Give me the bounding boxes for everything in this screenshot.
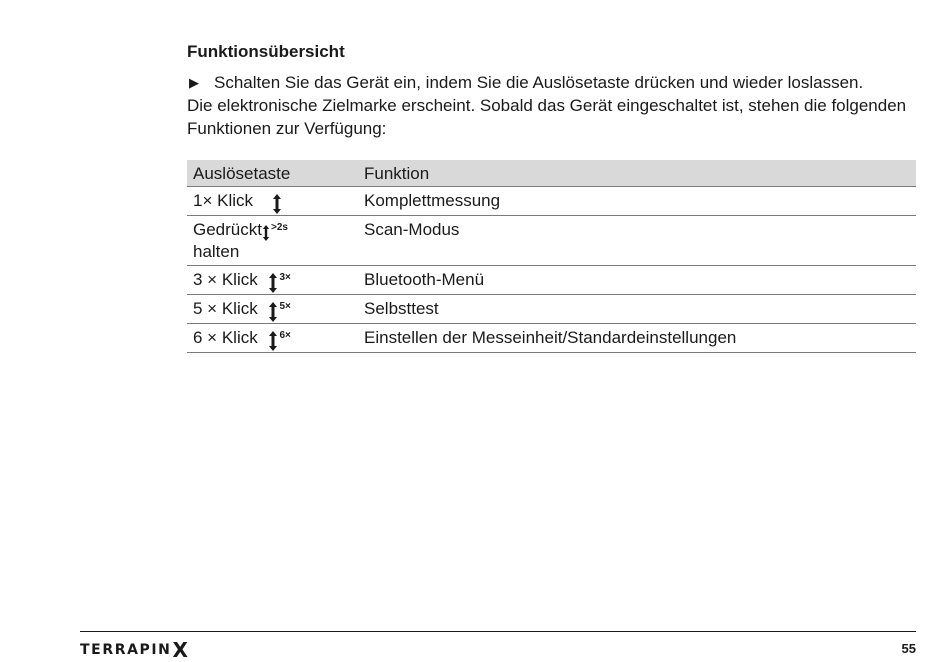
function-cell: Scan-Modus: [358, 216, 916, 266]
page-number: 55: [901, 641, 916, 656]
column-header-trigger: Auslösetaste: [187, 160, 358, 187]
table-header-row: [187, 160, 916, 187]
trigger-button-icon: [268, 273, 278, 293]
function-table: [187, 160, 916, 353]
click-count-label: 3×: [279, 272, 291, 283]
bullet-text: Schalten Sie das Gerät ein, indem Sie die Auslösetaste drücken und wieder loslassen.: [214, 73, 864, 92]
trigger-cell: [187, 295, 358, 324]
trigger-cell: [187, 216, 358, 266]
document-body: [187, 42, 916, 353]
hold-duration-label: >2s: [270, 222, 288, 233]
trigger-label: 5 × Klick: [193, 299, 258, 318]
table-row: [187, 216, 916, 266]
table-row: [187, 266, 916, 295]
trigger-label: Gedrückt: [193, 220, 262, 239]
logo-wordmark: TERRAPIN: [80, 642, 172, 658]
trigger-button-icon: [268, 331, 278, 351]
instruction-bullet: [187, 71, 916, 94]
trigger-label: 1× Klick: [193, 191, 253, 210]
trigger-label: 6 × Klick: [193, 328, 258, 347]
function-cell: Selbsttest: [358, 295, 916, 324]
click-count-label: 6×: [279, 330, 291, 341]
trigger-cell: [187, 324, 358, 353]
table-row: [187, 187, 916, 216]
function-cell: Komplettmessung: [358, 187, 916, 216]
column-header-function: Funktion: [358, 160, 916, 187]
trigger-label: 3 × Klick: [193, 270, 258, 289]
trigger-button-icon: [262, 225, 270, 241]
bullet-triangle-icon: ▶: [189, 75, 199, 90]
table-row: [187, 324, 916, 353]
logo-x-mark: X: [172, 638, 188, 662]
footer-divider: [80, 631, 916, 632]
section-heading: Funktionsübersicht: [187, 42, 345, 61]
trigger-cell: [187, 187, 358, 216]
table-row: [187, 295, 916, 324]
trigger-button-icon: [272, 194, 282, 214]
function-cell: Einstellen der Messeinheit/Standardeinstellungen: [358, 324, 916, 353]
brand-logo: [80, 640, 188, 660]
trigger-cell: [187, 266, 358, 295]
intro-paragraph: Die elektronische Zielmarke erscheint. Sobald das Gerät eingeschaltet ist, stehen die folgenden Funktionen zur Verfügung:: [187, 96, 907, 138]
trigger-label-line2: halten: [193, 242, 240, 261]
trigger-button-icon: [268, 302, 278, 322]
function-cell: Bluetooth-Menü: [358, 266, 916, 295]
click-count-label: 5×: [279, 301, 291, 312]
